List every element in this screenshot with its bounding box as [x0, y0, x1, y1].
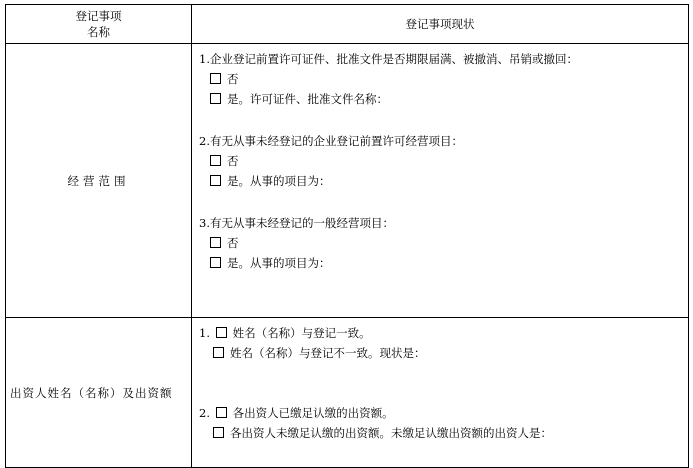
scope-q1-option-no[interactable] [199, 69, 682, 89]
investor-content [192, 318, 689, 468]
scope-q1-option-yes[interactable] [199, 89, 682, 109]
business-scope-row [6, 44, 689, 318]
business-scope-content [192, 44, 689, 318]
checkbox[interactable] [216, 407, 227, 418]
checkbox[interactable] [213, 347, 224, 358]
scope-question-1: 1.企业登记前置许可证件、批准文件是否期限届满、被撤消、吊销或撤回： [199, 52, 578, 66]
spacer [199, 109, 682, 131]
scope-q3-option-yes[interactable] [199, 253, 682, 273]
checkbox[interactable] [213, 427, 224, 438]
option-label: 否 [227, 154, 239, 168]
spacer [199, 191, 682, 213]
investor-q1-option-a[interactable] [199, 323, 682, 343]
header-status: 登记事项现状 [192, 5, 689, 44]
investor-row [6, 318, 689, 468]
option-label: 是。从事的项目为： [227, 174, 331, 188]
scope-question-3: 3.有无从事未经登记的一般经营项目： [199, 216, 394, 230]
option-label: 姓名（名称）与登记不一致。现状是： [230, 346, 426, 360]
investor-q1-option-b[interactable] [199, 343, 682, 363]
investor-label: 出资人姓名（名称）及出资额 [6, 318, 192, 468]
checkbox[interactable] [210, 175, 221, 186]
business-scope-label: 经营范围 [6, 44, 192, 318]
option-label: 否 [227, 72, 239, 86]
scope-q2-option-yes[interactable] [199, 171, 682, 191]
investor-q2-option-a[interactable] [199, 403, 682, 423]
checkbox[interactable] [210, 257, 221, 268]
option-label: 姓名（名称）与登记一致。 [232, 326, 371, 340]
header-item-name [6, 5, 192, 44]
header-row [6, 5, 689, 44]
option-label: 是。从事的项目为： [227, 256, 331, 270]
item-number: 2. [199, 406, 210, 420]
scope-q2-option-no[interactable] [199, 151, 682, 171]
header-item-name-line1: 登记事项 [75, 9, 122, 23]
spacer [199, 363, 682, 403]
option-label: 各出资人已缴足认缴的出资额。 [232, 406, 394, 420]
option-label: 各出资人未缴足认缴的出资额。未缴足认缴出资额的出资人是： [230, 426, 552, 440]
checkbox[interactable] [210, 93, 221, 104]
header-item-name-line2: 名称 [87, 25, 110, 39]
registration-form-table [5, 4, 689, 468]
checkbox[interactable] [216, 327, 227, 338]
checkbox[interactable] [210, 237, 221, 248]
scope-question-2: 2.有无从事未经登记的企业登记前置许可经营项目： [199, 134, 463, 148]
scope-q3-option-no[interactable] [199, 233, 682, 253]
option-label: 是。许可证件、批准文件名称： [227, 92, 388, 106]
investor-q2-option-b[interactable] [199, 423, 682, 443]
checkbox[interactable] [210, 155, 221, 166]
option-label: 否 [227, 236, 239, 250]
checkbox[interactable] [210, 73, 221, 84]
item-number: 1. [199, 326, 210, 340]
